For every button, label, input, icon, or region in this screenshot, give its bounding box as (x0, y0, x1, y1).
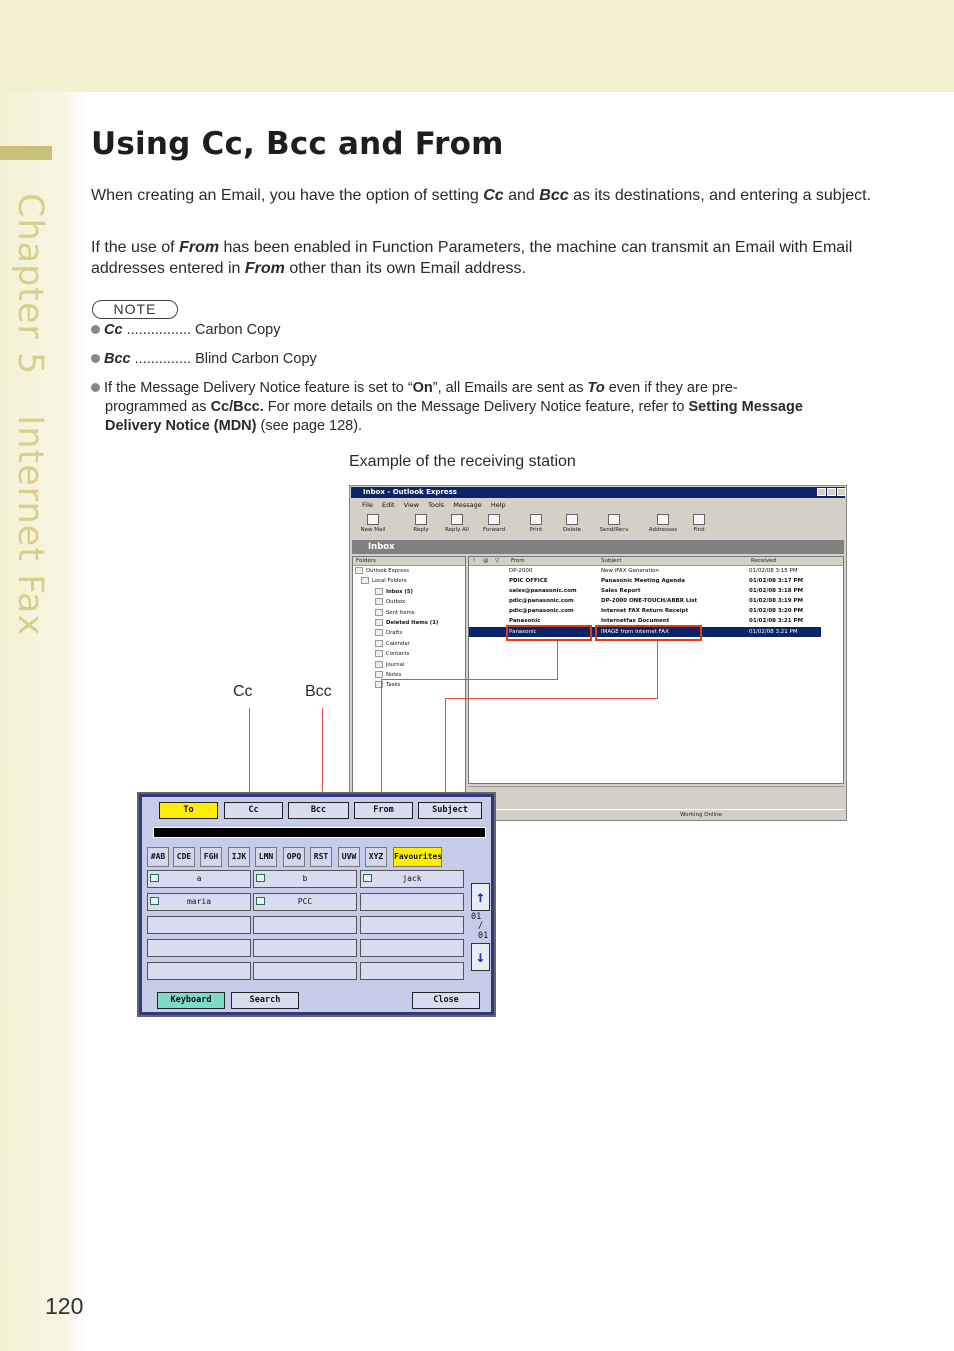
page-total: 01 (478, 931, 489, 941)
tab-ijk[interactable]: IJK (228, 847, 250, 867)
window-titlebar: Inbox - Outlook Express (351, 487, 845, 498)
subject-button[interactable]: Subject (418, 802, 482, 819)
message-list-header: ! @ ▽ From Subject Received (469, 557, 843, 566)
reply-all-button[interactable]: Reply All (440, 514, 474, 533)
delete-button[interactable]: Delete (555, 514, 589, 533)
connector-from-horizontal (381, 679, 558, 680)
message-list (468, 556, 844, 784)
search-button[interactable]: Search (231, 992, 299, 1009)
tab-abc-hash[interactable]: #AB (147, 847, 169, 867)
preview-pane (468, 786, 844, 809)
print-button[interactable]: Print (519, 514, 553, 533)
folder-tree (352, 556, 466, 820)
forward-button[interactable]: Forward (477, 514, 511, 533)
tab-rst[interactable]: RST (310, 847, 332, 867)
message-row[interactable]: sales@panasonic.com Sales Report 01/02/08 3:18 PM (509, 588, 803, 595)
reply-icon (415, 514, 427, 525)
new-mail-button[interactable]: New Mail (356, 514, 390, 533)
menu-help[interactable]: Help (490, 501, 506, 509)
find-icon (693, 514, 705, 525)
note-item-cc: Cc ................ Carbon Copy (91, 321, 891, 340)
email-icon (256, 874, 265, 882)
destination-jack[interactable]: jack (360, 870, 464, 888)
folder-sent-items[interactable]: Sent Items (353, 608, 465, 618)
connector-from-vertical (381, 679, 382, 796)
destination-empty[interactable] (360, 962, 464, 980)
address-entry-field[interactable] (153, 827, 486, 838)
connector-subject-vertical (445, 698, 446, 796)
label-bcc: Bcc (305, 683, 332, 700)
menu-message[interactable]: Message (453, 501, 482, 509)
reply-button[interactable]: Reply (404, 514, 438, 533)
highlight-subject-field (595, 625, 702, 641)
connector-subject-horizontal (445, 698, 658, 699)
tab-lmn[interactable]: LMN (255, 847, 277, 867)
inbox-pane-title: Inbox (352, 540, 844, 554)
folder-calendar[interactable]: Calendar (353, 639, 465, 649)
maximize-icon[interactable] (827, 488, 836, 496)
intro-paragraph-2: If the use of From has been enabled in Function Parameters, the machine can transmit an Email with Email addresses entered in From other than its own Email address. (91, 239, 853, 277)
destination-empty[interactable] (147, 962, 251, 980)
address-book-icon (657, 514, 669, 525)
folders-header: Folders (353, 557, 465, 566)
to-button[interactable]: To (159, 802, 218, 819)
message-row[interactable]: DP-2000 New iFAX Generation 01/02/08 3:15 PM (509, 568, 798, 574)
destination-pcc[interactable]: PCC (253, 893, 357, 911)
folder-deleted-items[interactable]: Deleted Items (1) (353, 618, 465, 628)
connector-cc (249, 708, 250, 796)
reply-all-icon (451, 514, 463, 525)
connector-subject-up (657, 641, 658, 699)
folder-inbox[interactable]: Inbox (5) (353, 587, 465, 597)
note-item-mdn: If the Message Delivery Notice feature is set to “On”, all Emails are sent as To even if they are pre- programmed as Cc/Bcc. For more details on the Message Delivery Notice feature, refer to Setting Message Delivery Notice (MDN) (see page 128). (91, 379, 891, 436)
minimize-icon[interactable] (817, 488, 826, 496)
destination-empty[interactable] (360, 939, 464, 957)
menu-tools[interactable]: Tools (428, 501, 445, 509)
destination-empty[interactable] (253, 916, 357, 934)
chapter-sidebar-label (10, 193, 50, 637)
destination-a[interactable]: a (147, 870, 251, 888)
connector-from-up (557, 641, 558, 680)
message-row[interactable]: Panasonic Internetfax Document 01/02/08 3:21 PM (509, 618, 803, 625)
destination-empty[interactable] (253, 939, 357, 957)
page-current: 01 (471, 912, 482, 922)
addresses-button[interactable]: Addresses (646, 514, 680, 533)
find-button[interactable]: Find (682, 514, 716, 533)
label-cc: Cc (233, 683, 253, 700)
print-icon (530, 514, 542, 525)
menu-file[interactable]: File (362, 501, 373, 509)
destination-empty[interactable] (360, 916, 464, 934)
column-received[interactable]: Received (751, 558, 777, 564)
forward-icon (488, 514, 500, 525)
email-icon (363, 874, 372, 882)
toolbar (352, 512, 844, 538)
folder-drafts[interactable]: Drafts (353, 628, 465, 638)
delete-icon (566, 514, 578, 525)
tab-opq[interactable]: OPQ (283, 847, 305, 867)
email-icon (150, 874, 159, 882)
email-icon (256, 897, 265, 905)
figure-caption: Example of the receiving station (349, 453, 576, 470)
column-from[interactable]: From (511, 558, 525, 564)
folder-contacts[interactable]: Contacts (353, 649, 465, 659)
message-row-selected[interactable]: Panasonic IMAGE from Internet FAX 01/02/08 3:21 PM (469, 627, 821, 637)
chapter-title: Internet Fax (10, 415, 50, 637)
note-badge: NOTE (92, 300, 178, 319)
destination-empty[interactable] (147, 939, 251, 957)
send-receive-icon (608, 514, 620, 525)
page-title: Using Cc, Bcc and From (91, 126, 504, 162)
scroll-up-arrow-icon[interactable]: ↑ (471, 883, 490, 911)
folder-outbox[interactable]: Outbox (353, 597, 465, 607)
machine-control-panel (137, 792, 496, 1017)
page-separator: / (478, 921, 484, 931)
from-button[interactable]: From (354, 802, 413, 819)
highlight-from-field (506, 625, 592, 641)
tab-uvw[interactable]: UVW (338, 847, 360, 867)
destination-empty[interactable] (253, 962, 357, 980)
tab-xyz[interactable]: XYZ (365, 847, 387, 867)
destination-empty[interactable] (147, 916, 251, 934)
page-number: 120 (45, 1293, 84, 1319)
message-row[interactable]: pdic@panasonic.com DP-2000 ONE-TOUCH/ABBR List 01/02/08 3:19 PM (509, 598, 803, 605)
message-row[interactable]: PDIC OFFICE Panasonic Meeting Agenda 01/02/08 3:17 PM (509, 578, 803, 585)
bcc-button[interactable]: Bcc (288, 802, 349, 819)
menu-bar (362, 501, 506, 509)
scroll-down-arrow-icon[interactable]: ↓ (471, 943, 490, 971)
top-band (0, 0, 954, 92)
note-item-bcc: Bcc .............. Blind Carbon Copy (91, 350, 891, 369)
destination-maria[interactable]: maria (147, 893, 251, 911)
close-button[interactable]: Close (412, 992, 480, 1009)
folder-outlook-express[interactable]: Outlook Express (353, 566, 465, 576)
tab-cde[interactable]: CDE (173, 847, 195, 867)
folder-tasks[interactable]: Tasks (353, 680, 465, 690)
folder-journal[interactable]: Journal (353, 660, 465, 670)
cc-button[interactable]: Cc (224, 802, 283, 819)
keyboard-button[interactable]: Keyboard (157, 992, 225, 1009)
intro-paragraph-1: When creating an Email, you have the option of setting Cc and Bcc as its destinations, and entering a subject. (91, 187, 872, 204)
send-receive-button[interactable]: Send/Recv (597, 514, 631, 533)
column-subject[interactable]: Subject (601, 558, 622, 564)
connector-bcc (322, 708, 323, 796)
chapter-tab-marker (0, 146, 52, 160)
destination-empty[interactable] (360, 893, 464, 911)
tab-fgh[interactable]: FGH (200, 847, 222, 867)
new-mail-icon (367, 514, 379, 525)
close-icon[interactable] (837, 488, 846, 496)
email-icon (150, 897, 159, 905)
outlook-express-window (349, 485, 847, 821)
folder-notes[interactable]: Notes (353, 670, 465, 680)
tab-favourites[interactable]: Favourites (393, 847, 442, 867)
destination-b[interactable]: b (253, 870, 357, 888)
menu-view[interactable]: View (403, 501, 420, 509)
folder-local-folders[interactable]: Local Folders (353, 576, 465, 586)
menu-edit[interactable]: Edit (381, 501, 395, 509)
panel-screen (142, 797, 491, 1012)
status-bar: Working Online (468, 809, 844, 819)
chapter-number: Chapter 5 (10, 193, 50, 376)
message-row[interactable]: pdic@panasonic.com Internet FAX Return Receipt 01/02/08 3:20 PM (509, 608, 803, 615)
